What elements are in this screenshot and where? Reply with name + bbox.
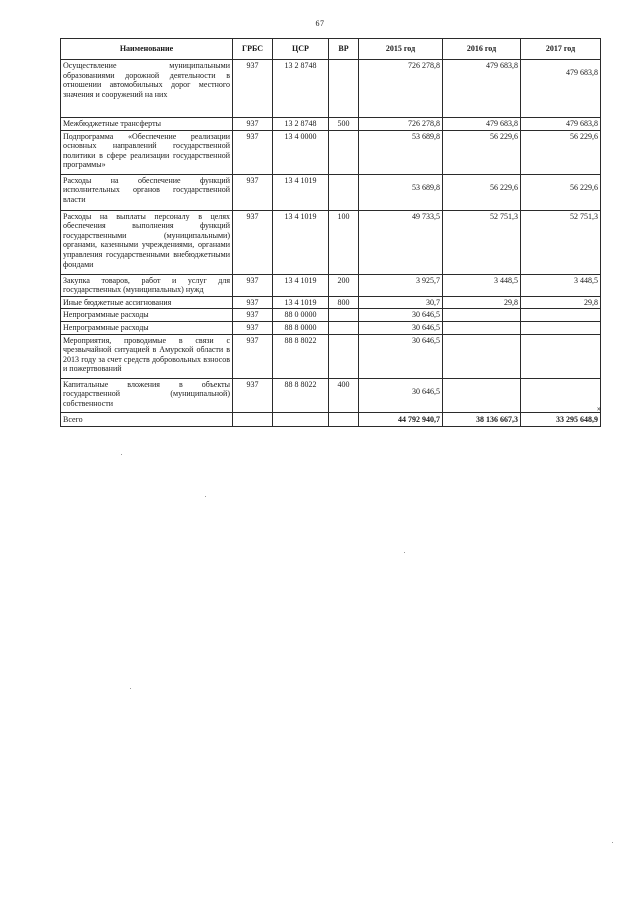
row-grbs: 937 [233, 274, 273, 296]
total-2016 [443, 412, 521, 426]
row-csr: 13 2 8748 [273, 118, 329, 131]
row-grbs: 937 [233, 60, 273, 118]
row-2016 [443, 130, 521, 174]
row-grbs: 937 [233, 174, 273, 210]
row-2016 [443, 334, 521, 378]
table-row [61, 174, 601, 210]
row-2017 [521, 60, 601, 118]
row-grbs: 937 [233, 296, 273, 309]
row-grbs: 937 [233, 210, 273, 274]
value-2015: 726 278,8 [408, 119, 440, 128]
table-row [61, 296, 601, 309]
page-number: 67 [315, 19, 325, 28]
row-vr [329, 321, 359, 334]
row-2015 [359, 296, 443, 309]
row-2015 [359, 210, 443, 274]
row-grbs: 937 [233, 378, 273, 412]
row-csr [273, 412, 329, 426]
row-vr [329, 60, 359, 118]
value-2017: 33 295 648,9 [556, 414, 598, 424]
row-name: Осуществление муниципальными образованиями дорожной деятельности в отношении автомобильных дорог местного значения и сооружений на них [61, 60, 233, 118]
row-grbs: 937 [233, 321, 273, 334]
value-2015: 44 792 940,7 [398, 414, 440, 424]
value-2015: 49 733,5 [412, 211, 440, 221]
row-2015 [359, 174, 443, 210]
row-name: Подпрограмма «Обеспечение реализации основных направлений государственной политики в сфере реализации государственной программы» [61, 130, 233, 174]
table-row [61, 321, 601, 334]
scan-speck [612, 842, 613, 843]
row-2017 [521, 210, 601, 274]
row-grbs: 937 [233, 334, 273, 378]
row-name: Расходы на обеспечение функций исполнительных органов государственной власти [61, 174, 233, 210]
row-csr: 13 4 1019 [273, 174, 329, 210]
value-2015: 30 646,5 [412, 386, 440, 396]
table-header-row [61, 39, 601, 60]
row-2016 [443, 274, 521, 296]
total-2015 [359, 412, 443, 426]
row-csr: 13 4 0000 [273, 130, 329, 174]
row-csr: 88 8 0000 [273, 321, 329, 334]
row-name: Закупка товаров, работ и услуг для государственных (муниципальных) нужд [61, 274, 233, 296]
row-name: Непрограммные расходы [61, 321, 233, 334]
row-csr: 13 4 1019 [273, 210, 329, 274]
row-2017 [521, 130, 601, 174]
value-2017: 56 229,6 [570, 131, 598, 141]
table-row [61, 60, 601, 118]
scan-speck [404, 552, 405, 553]
value-2017: 56 229,6 [570, 182, 598, 192]
table-total-row [61, 412, 601, 426]
row-vr: 100 [329, 210, 359, 274]
value-2016: 52 751,3 [490, 211, 518, 221]
row-2016 [443, 118, 521, 131]
row-csr: 88 8 8022 [273, 378, 329, 412]
value-2015: 30 646,5 [412, 310, 440, 320]
row-vr: 200 [329, 274, 359, 296]
row-vr [329, 309, 359, 322]
scan-speck [130, 688, 131, 689]
row-csr: 13 2 8748 [273, 60, 329, 118]
row-2015 [359, 378, 443, 412]
table-row [61, 210, 601, 274]
value-2016: 56 229,6 [490, 131, 518, 141]
row-2016 [443, 60, 521, 118]
row-2017 [521, 118, 601, 131]
value-2017: 52 751,3 [570, 211, 598, 221]
row-grbs [233, 412, 273, 426]
row-2017 [521, 334, 601, 378]
value-2016: 3 448,5 [494, 275, 518, 285]
header-2017: 2017 год [521, 39, 601, 60]
value-2015: 30 646,5 [412, 335, 440, 345]
table-row [61, 118, 601, 131]
row-2017 [521, 174, 601, 210]
row-vr [329, 130, 359, 174]
row-2015 [359, 274, 443, 296]
row-grbs: 937 [233, 130, 273, 174]
row-2017 [521, 296, 601, 309]
row-2016 [443, 378, 521, 412]
row-2017 [521, 309, 601, 322]
row-2015 [359, 321, 443, 334]
row-name: Непрограммные расходы [61, 309, 233, 322]
table-row [61, 309, 601, 322]
value-2016: 479 683,8 [486, 61, 518, 70]
value-2015: 726 278,8 [408, 61, 440, 70]
table-row [61, 334, 601, 378]
value-2015: 30,7 [426, 297, 440, 307]
value-2017: 3 448,5 [574, 275, 598, 285]
row-2015 [359, 60, 443, 118]
row-2016 [443, 174, 521, 210]
value-2016: 38 136 667,3 [476, 414, 518, 424]
total-2017 [521, 412, 601, 426]
row-grbs: 937 [233, 118, 273, 131]
budget-table [60, 38, 601, 427]
row-2015 [359, 309, 443, 322]
total-label: Всего [61, 412, 233, 426]
row-vr: 800 [329, 296, 359, 309]
value-2017: 29,8 [584, 297, 598, 307]
value-2015: 53 689,8 [412, 131, 440, 141]
row-vr [329, 334, 359, 378]
value-2015: 3 925,7 [416, 275, 440, 285]
scan-speck [121, 454, 122, 455]
row-2017 [521, 378, 601, 412]
row-2016 [443, 321, 521, 334]
row-2015 [359, 334, 443, 378]
row-2016 [443, 296, 521, 309]
row-csr: 88 8 8022 [273, 334, 329, 378]
row-name: Капитальные вложения в объекты государственной (муниципальной) собственности [61, 378, 233, 412]
row-name: Расходы на выплаты персоналу в целях обеспечения выполнения функций государственными (муниципальными) органами, казенными учреждениями, органами управления государственными внебюджетными фондами [61, 210, 233, 274]
row-csr: 13 4 1019 [273, 296, 329, 309]
row-grbs: 937 [233, 309, 273, 322]
row-name: Мероприятия, проводимые в связи с чрезвычайной ситуацией в Амурской области в 2013 году за счет средств добровольных взносов и пожертвований [61, 334, 233, 378]
header-2016: 2016 год [443, 39, 521, 60]
row-2016 [443, 309, 521, 322]
value-2016: 479 683,8 [486, 119, 518, 128]
row-2017 [521, 321, 601, 334]
row-2016 [443, 210, 521, 274]
value-2017: 479 683,8 [566, 68, 598, 77]
header-grbs: ГРБС [233, 39, 273, 60]
row-name: Иные бюджетные ассигнования [61, 296, 233, 309]
scan-speck [205, 496, 206, 497]
value-2015: 30 646,5 [412, 322, 440, 332]
table-row [61, 130, 601, 174]
value-2015: 53 689,8 [412, 182, 440, 192]
table-row [61, 274, 601, 296]
row-vr: 400 [329, 378, 359, 412]
row-vr: 500 [329, 118, 359, 131]
row-csr: 88 0 0000 [273, 309, 329, 322]
header-vr: ВР [329, 39, 359, 60]
value-2017: 479 683,8 [566, 119, 598, 128]
row-2015 [359, 118, 443, 131]
row-name: Межбюджетные трансферты [61, 118, 233, 131]
value-2016: 29,8 [504, 297, 518, 307]
row-2017 [521, 274, 601, 296]
header-2015: 2015 год [359, 39, 443, 60]
header-name: Наименование [61, 39, 233, 60]
row-2015 [359, 130, 443, 174]
row-csr: 13 4 1019 [273, 274, 329, 296]
value-2016: 56 229,6 [490, 182, 518, 192]
header-csr: ЦСР [273, 39, 329, 60]
row-vr [329, 174, 359, 210]
table-row [61, 378, 601, 412]
row-vr [329, 412, 359, 426]
continuation-mark: » [597, 404, 601, 413]
